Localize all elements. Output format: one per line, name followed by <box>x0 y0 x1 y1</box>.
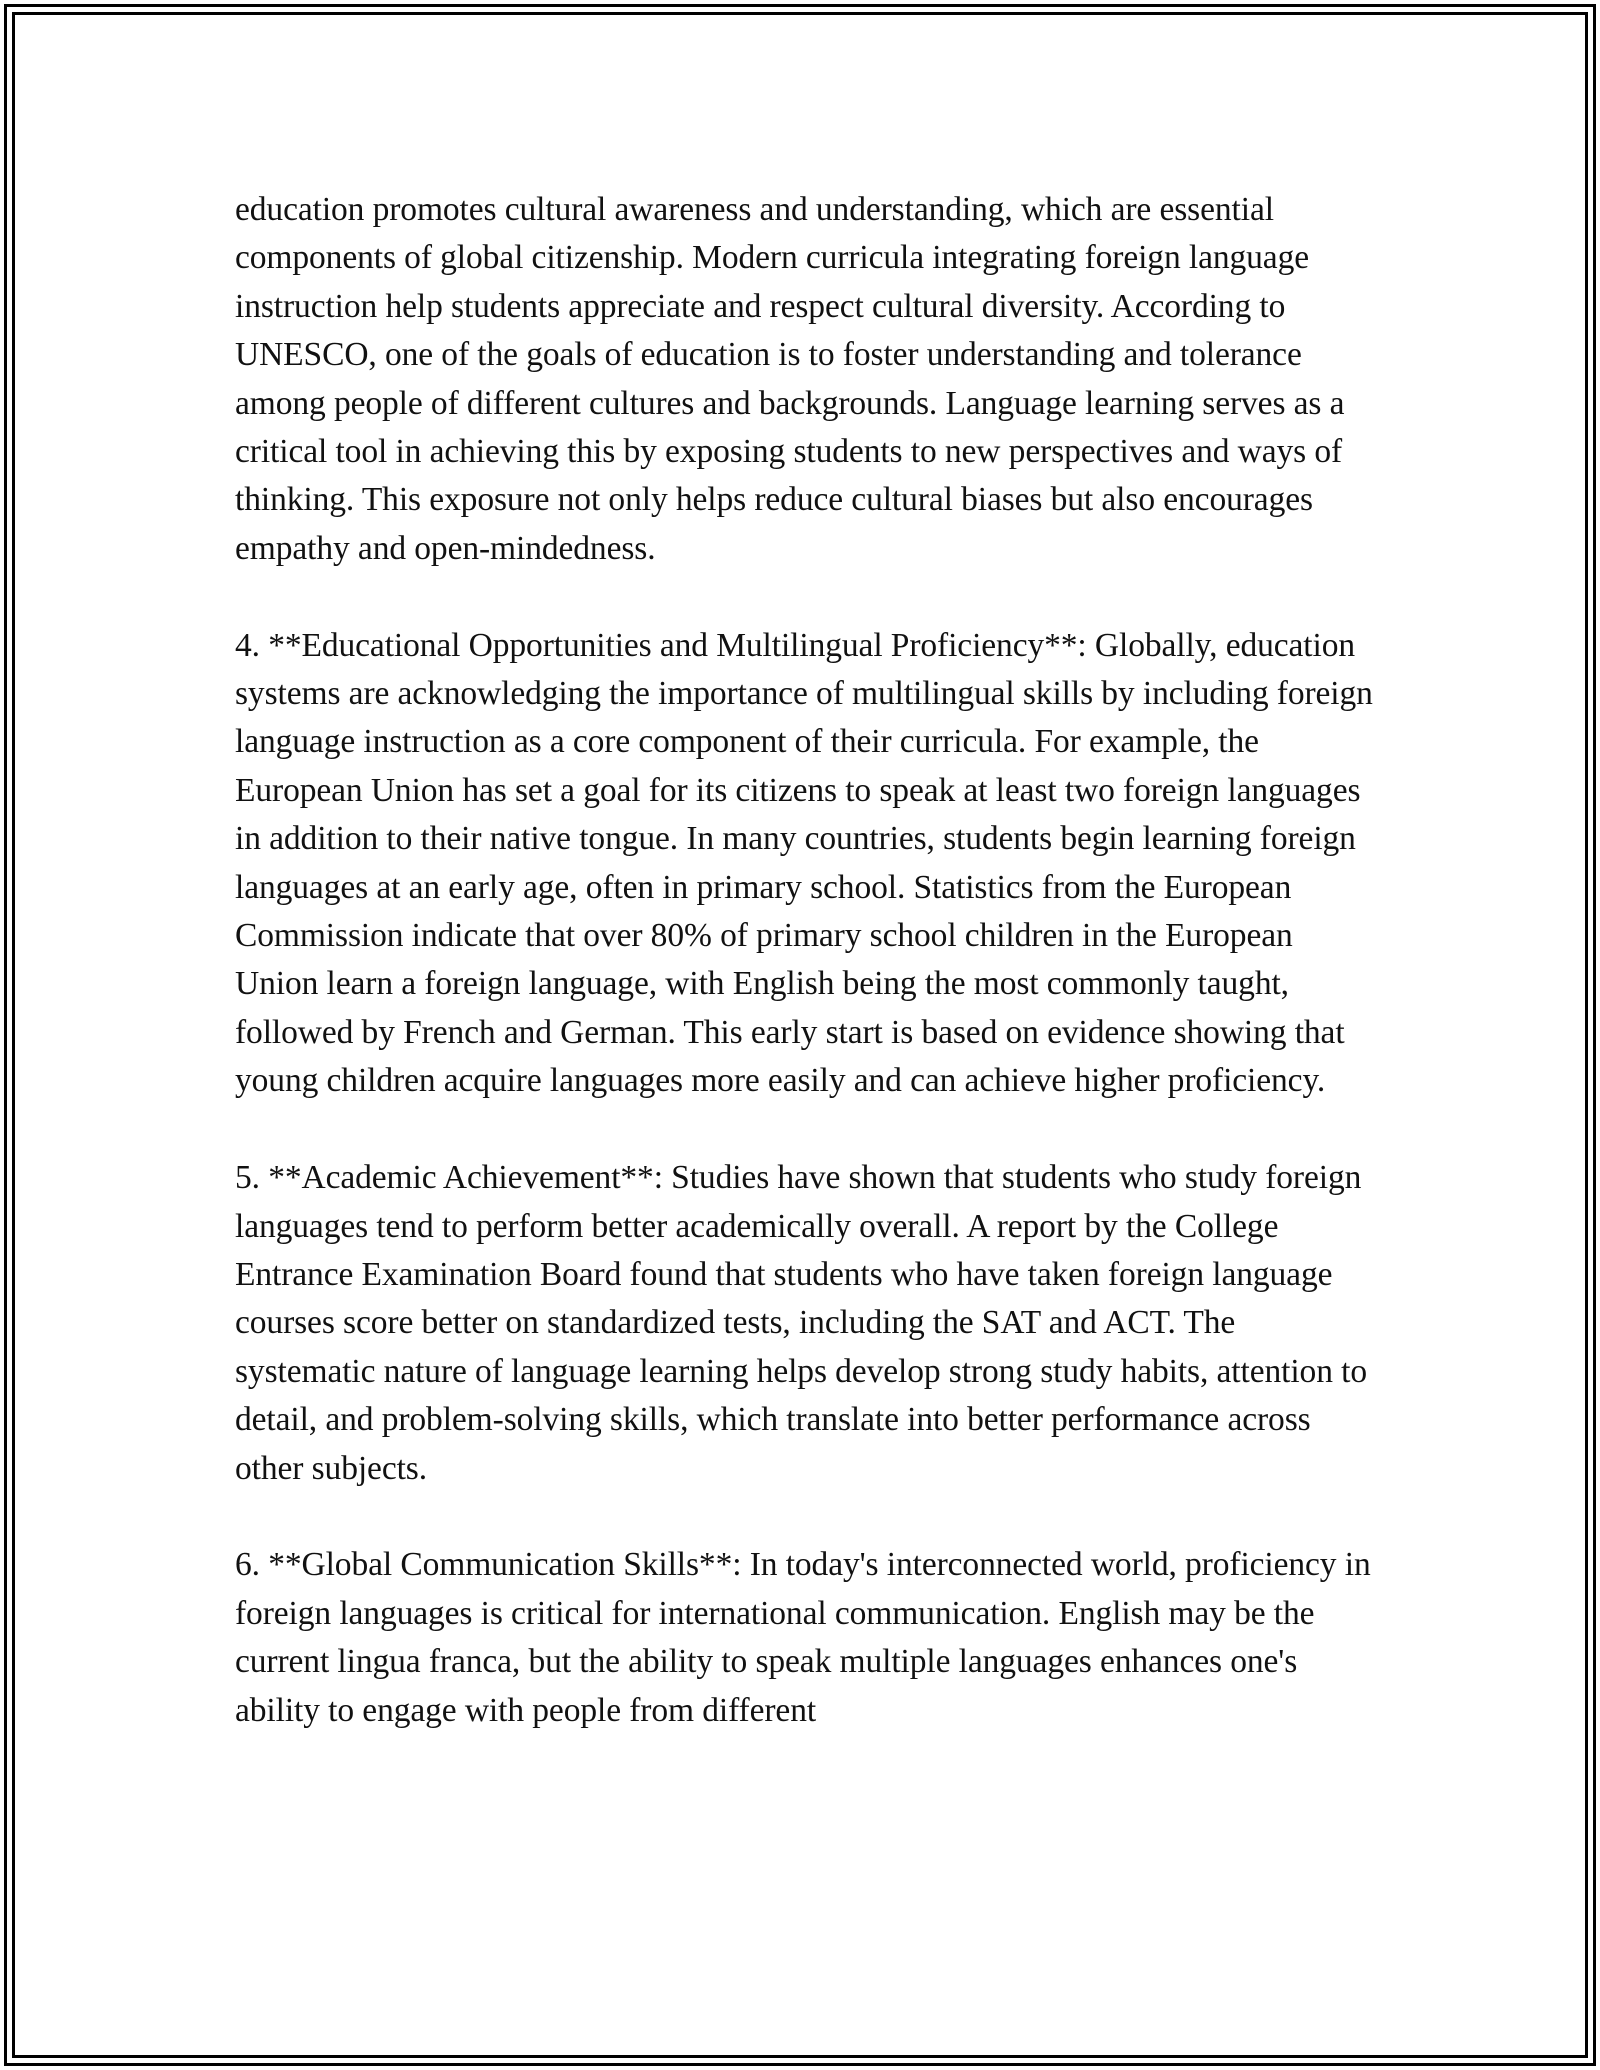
paragraph-academic-achievement: 5. **Academic Achievement**: Studies have shown that students who study foreign languages tend to perform better academically overall. A report by the College Entrance Examination Board found that students who have taken foreign language courses score better on standardized tests, including the SAT and ACT. The systematic nature of language learning helps develop strong study habits, attention to detail, and problem-solving skills, which translate into better performance across other subjects. <box>235 1159 1367 1487</box>
paragraph-educational-opportunities: 4. **Educational Opportunities and Multilingual Proficiency**: Globally, education systems are acknowledging the importance of multilingual skills by including foreign language instruction as a core component of their curricula. For example, the European Union has set a goal for its citizens to speak at least two foreign languages in addition to their native tongue. In many countries, students begin learning foreign languages at an early age, often in primary school. Statistics from the European Commission indicate that over 80% of primary school children in the European Union learn a foreign language, with English being the most commonly taught, followed by French and German. This early start is based on evidence showing that young children acquire languages more easily and can achieve higher proficiency. <box>235 626 1373 1100</box>
document-body <box>235 186 1375 1735</box>
paragraph-global-communication: 6. **Global Communication Skills**: In today's interconnected world, proficiency in foreign languages is critical for international communication. English may be the current lingua franca, but the ability to speak multiple languages enhances one's ability to engage with people from different <box>235 1546 1371 1729</box>
paragraph-cultural-awareness: education promotes cultural awareness and understanding, which are essential components of global citizenship. Modern curricula integrating foreign language instruction help students appreciate and respect cultural diversity. According to UNESCO, one of the goals of education is to foster understanding and tolerance among people of different cultures and backgrounds. Language learning serves as a critical tool in achieving this by exposing students to new perspectives and ways of thinking. This exposure not only helps reduce cultural biases but also encourages empathy and open-mindedness. <box>235 191 1345 567</box>
